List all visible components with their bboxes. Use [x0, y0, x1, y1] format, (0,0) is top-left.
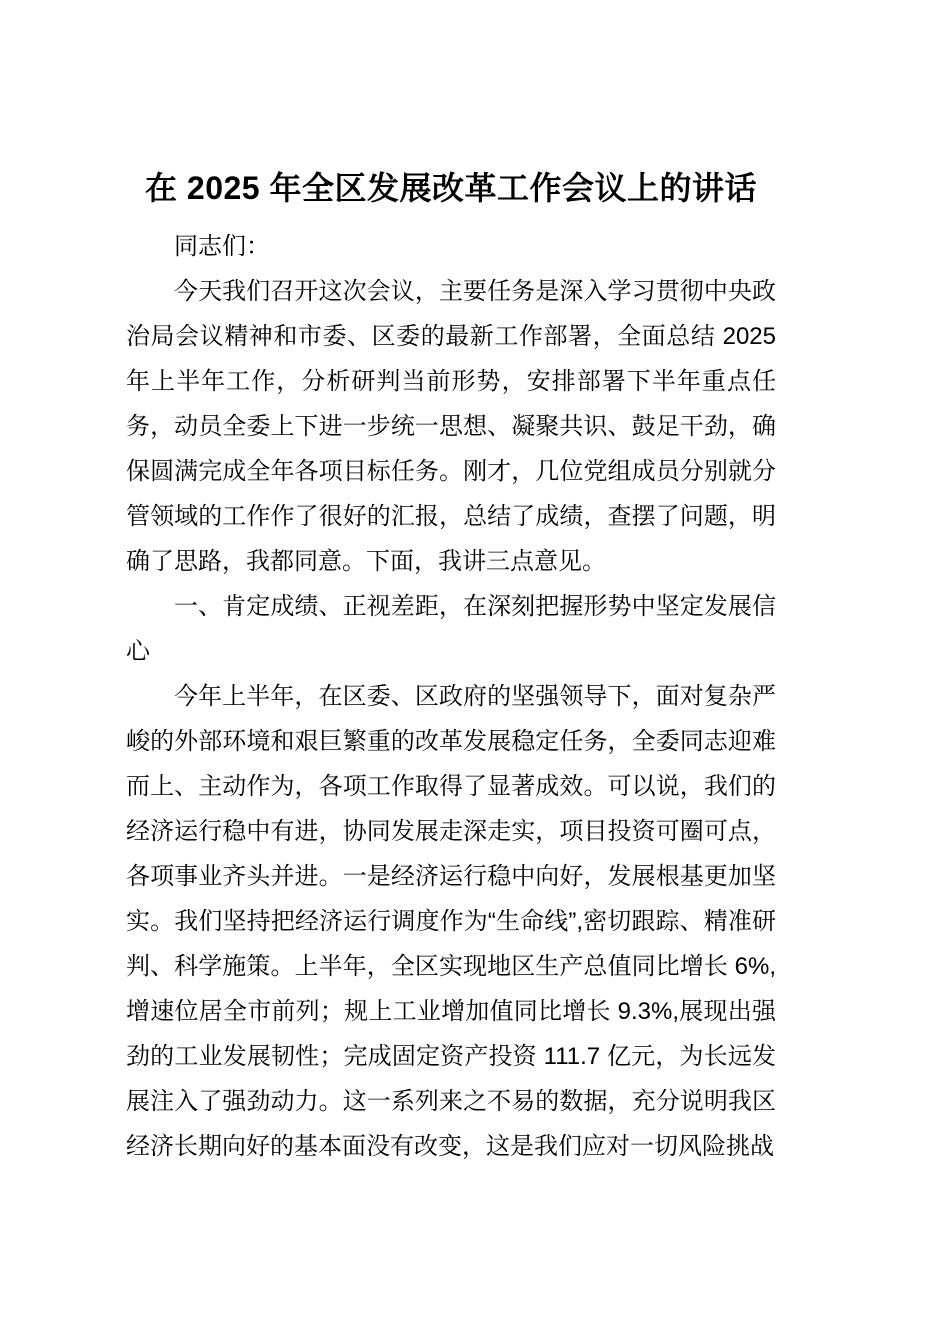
paragraph-achievements: 今年上半年，在区委、区政府的坚强领导下，面对复杂严峻的外部环境和艰巨繁重的改革发展稳定任务，全委同志迎难而上、主动作为，各项工作取得了显著成效。可以说，我们的经济运行稳中有进，协同发展走深走实，项目投资可圈可点，各项事业齐头并进。一是经济运行稳中向好，发展根基更加坚实。我们坚持把经济运行调度作为“生命线”,密切跟踪、精准研判、科学施策。上半年，全区实现地区生产总值同比增长 6%,增速位居全市前列；规上工业增加值同比增长 9.3%,展现出强劲的工业发展韧性；完成固定资产投资 111.7 亿元，为长远发展注入了强劲动力。这一系列来之不易的数据，充分说明我区经济长期向好的基本面没有改变，这是我们应对一切风险挑战 — [126, 683, 776, 1160]
document-body — [126, 224, 776, 1169]
paragraph-opening: 今天我们召开这次会议，主要任务是深入学习贯彻中央政治局会议精神和市委、区委的最新工作部署，全面总结 2025 年上半年工作，分析研判当前形势，安排部署下半年重点任务，动员全委上下进一步统一思想、凝聚共识、鼓足干劲，确保圆满完成全年各项目标任务。刚才，几位党组成员分别就分管领域的工作作了很好的汇报，总结了成绩，查摆了问题，明确了思路，我都同意。下面，我讲三点意见。 — [126, 278, 776, 575]
document-title: 在 2025 年全区发展改革工作会议上的讲话 — [145, 170, 757, 206]
salutation-line: 同志们： — [174, 233, 270, 260]
section-heading-1: 一、肯定成绩、正视差距，在深刻把握形势中坚定发展信心 — [126, 593, 776, 665]
